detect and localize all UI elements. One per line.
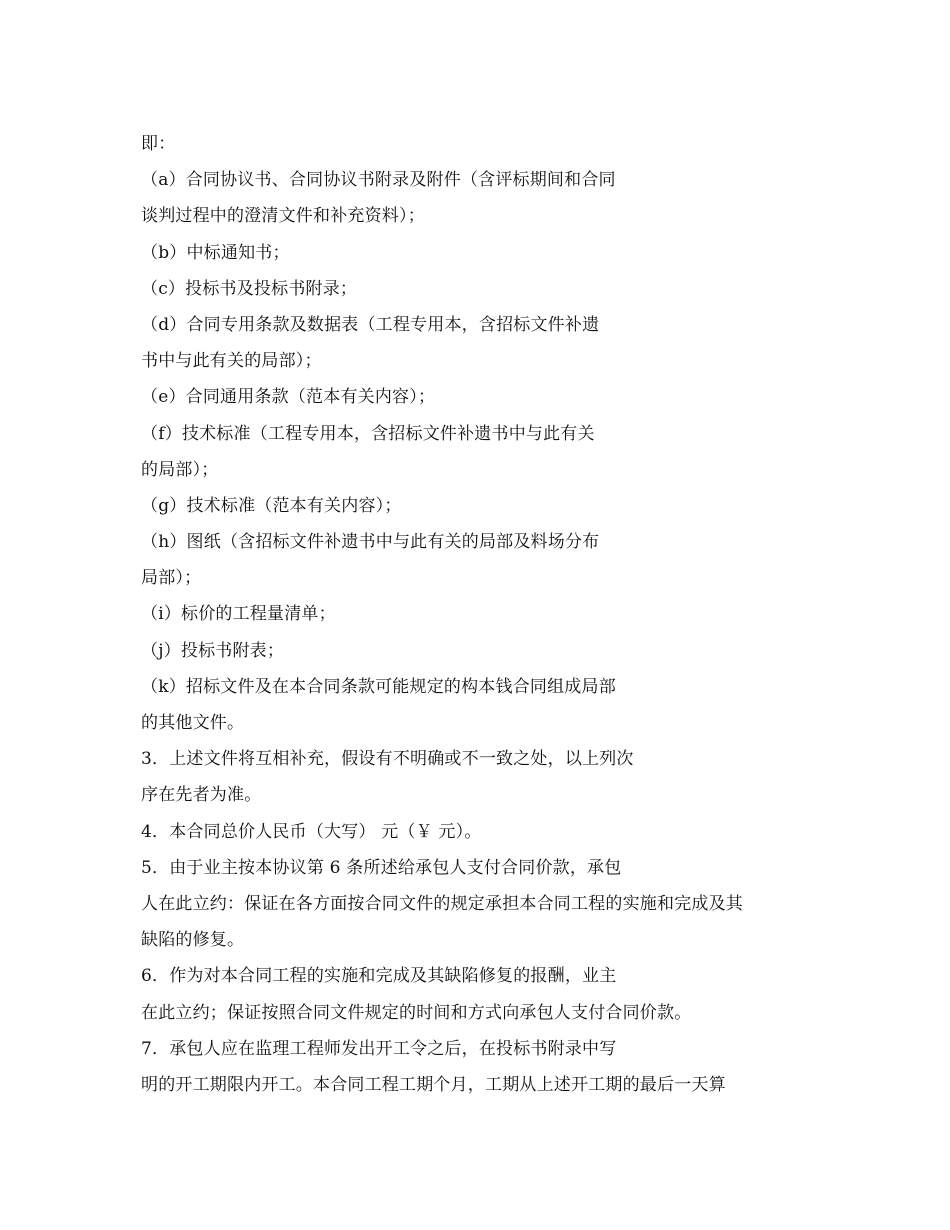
text-line: 人在此立约：保证在各方面按合同文件的规定承担本合同工程的实施和完成及其 (141, 893, 743, 914)
text-line: （c）投标书及投标书附录； (141, 278, 358, 299)
text-line: 缺陷的修复。 (141, 930, 245, 951)
text-line: 谈判过程中的澄清文件和补充资料）； (141, 206, 425, 227)
text-line: 在此立约；保证按照合同文件规定的时间和方式向承包人支付合同价款。 (141, 1002, 692, 1023)
text-line: 3．上述文件将互相补充，假设有不明确或不一致之处，以上列次 (141, 749, 634, 770)
text-line: （j）投标书附表； (141, 640, 285, 661)
text-line: （b）中标通知书； (141, 242, 290, 263)
text-line: 4．本合同总价人民币（大写） 元（￥ 元）。 (141, 821, 482, 842)
text-line: （k）招标文件及在本合同条款可能规定的构本钱合同组成局部 (141, 676, 616, 697)
text-line: 的局部）； (141, 459, 219, 480)
text-line: （f）技术标准（工程专用本，含招标文件补遗书中与此有关 (141, 423, 595, 444)
text-line: （h）图纸（含招标文件补遗书中与此有关的局部及料场分布 (141, 532, 600, 553)
text-line: （e）合同通用条款（范本有关内容）； (141, 387, 436, 408)
text-line: 局部）； (141, 568, 202, 589)
text-line: 6．作为对本合同工程的实施和完成及其缺陷修复的报酬，业主 (141, 966, 617, 987)
text-line: 序在先者为准。 (141, 785, 262, 806)
text-line: （a）合同协议书、合同协议书附录及附件（含评标期间和合同 (141, 170, 616, 191)
text-line: （i）标价的工程量清单； (141, 604, 336, 625)
text-line: 5．由于业主按本协议第 6 条所述给承包人支付合同价款，承包 (141, 857, 622, 878)
text-line: 即： (141, 134, 176, 154)
text-line: 明的开工期限内开工。本合同工程工期个月，工期从上述开工期的最后一天算 (141, 1074, 726, 1095)
text-line: 7．承包人应在监理工程师发出开工令之后，在投标书附录中写 (141, 1038, 617, 1059)
text-line: （d）合同专用条款及数据表（工程专用本，含招标文件补遗 (141, 314, 600, 335)
text-line: 的其他文件。 (141, 713, 245, 733)
text-line: 书中与此有关的局部）； (141, 351, 322, 372)
document-body (141, 126, 821, 1103)
text-line: （g）技术标准（范本有关内容）； (141, 495, 402, 516)
